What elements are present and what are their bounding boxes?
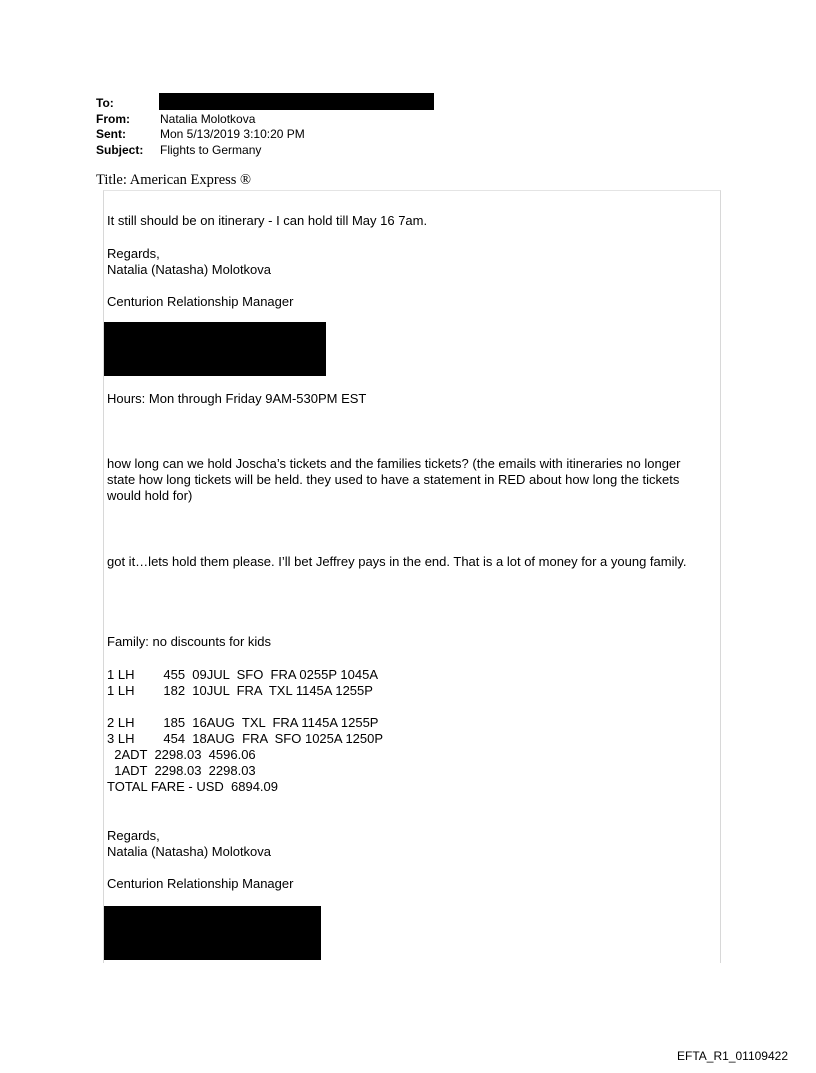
- question-paragraph: how long can we hold Joscha’s tickets and the families tickets? (the emails with itineraries no longer state how long tickets will be held. they used to have a statement in RED about how long the tickets would hold for): [107, 456, 681, 503]
- flight-segment-4: 3 LH 454 18AUG FRA SFO 1025A 1250P: [107, 731, 384, 746]
- signature-name-2: Natalia (Natasha) Molotkova: [107, 844, 272, 859]
- subject-label: Subject:: [96, 143, 144, 157]
- to-label: To:: [96, 96, 114, 110]
- signature-role-2: Centurion Relationship Manager: [107, 876, 294, 891]
- redaction-signature-1: [104, 322, 326, 376]
- family-line: Family: no discounts for kids: [107, 634, 272, 649]
- fare-line-adt2: 2ADT 2298.03 4596.06: [107, 747, 256, 762]
- reply-paragraph: got it…lets hold them please. I’ll bet Jeffrey pays in the end. That is a lot of money for a young family.: [107, 554, 687, 569]
- from-label: From:: [96, 112, 130, 126]
- redaction-signature-2: [104, 906, 321, 960]
- title-line: Title: American Express ®: [96, 172, 252, 188]
- flight-segment-1: 1 LH 455 09JUL SFO FRA 0255P 1045A: [107, 667, 378, 682]
- sent-value: Mon 5/13/2019 3:10:20 PM: [160, 127, 305, 141]
- subject-value: Flights to Germany: [160, 143, 262, 157]
- signature-role-1: Centurion Relationship Manager: [107, 294, 294, 309]
- signature-name-1: Natalia (Natasha) Molotkova: [107, 262, 272, 277]
- flight-segment-3: 2 LH 185 16AUG TXL FRA 1145A 1255P: [107, 715, 379, 730]
- flight-segment-2: 1 LH 182 10JUL FRA TXL 1145A 1255P: [107, 683, 373, 698]
- from-value: Natalia Molotkova: [160, 112, 256, 126]
- total-fare-line: TOTAL FARE - USD 6894.09: [107, 779, 278, 794]
- fare-line-adt1: 1ADT 2298.03 2298.03: [107, 763, 256, 778]
- hours-line: Hours: Mon through Friday 9AM-530PM EST: [107, 391, 367, 406]
- sent-label: Sent:: [96, 127, 126, 141]
- redaction-to: [159, 93, 434, 110]
- document-id: EFTA_R1_01109422: [677, 1049, 788, 1063]
- body-line-1: It still should be on itinerary - I can hold till May 16 7am.: [107, 213, 428, 228]
- regards-2: Regards,: [107, 828, 160, 843]
- regards-1: Regards,: [107, 246, 160, 261]
